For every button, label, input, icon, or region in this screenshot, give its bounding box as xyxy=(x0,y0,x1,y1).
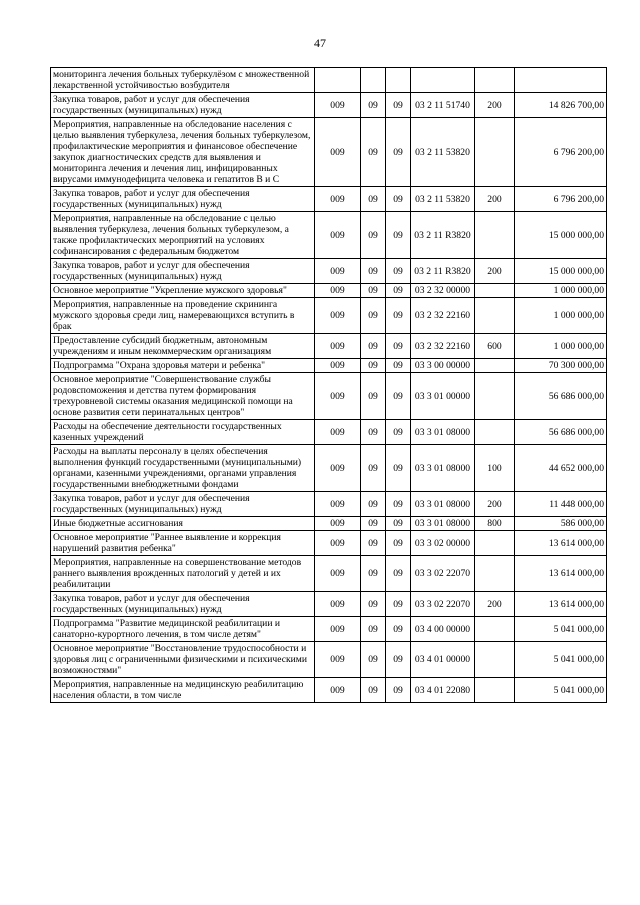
subsection-code-cell: 09 xyxy=(386,93,411,118)
ministry-code-cell: 009 xyxy=(315,359,361,373)
ministry-code-cell xyxy=(315,68,361,93)
amount-cell: 1 000 000,00 xyxy=(515,284,607,298)
subsection-code-cell: 09 xyxy=(386,298,411,334)
row-name-cell: Мероприятия, направленные на обследование с целью выявления туберкулеза, лечения больных туберкулезом, а также профилактических мероприятий на условиях софинансирования с федеральным бюджетом xyxy=(51,212,315,259)
expense-type-cell: 100 xyxy=(475,445,515,492)
ministry-code-cell: 009 xyxy=(315,617,361,642)
expense-type-cell xyxy=(475,642,515,678)
subsection-code-cell: 09 xyxy=(386,212,411,259)
subsection-code-cell: 09 xyxy=(386,678,411,703)
section-code-cell: 09 xyxy=(361,642,386,678)
section-code-cell: 09 xyxy=(361,592,386,617)
target-article-cell: 03 2 11 53820 xyxy=(411,118,475,187)
subsection-code-cell: 09 xyxy=(386,334,411,359)
target-article-cell: 03 2 32 22160 xyxy=(411,334,475,359)
ministry-code-cell: 009 xyxy=(315,678,361,703)
row-name-cell: Мероприятия, направленные на совершенствование методов раннего выявления врожденных патологий у детей и их реабилитации xyxy=(51,556,315,592)
amount-cell: 13 614 000,00 xyxy=(515,592,607,617)
amount-cell: 70 300 000,00 xyxy=(515,359,607,373)
target-article-cell: 03 2 32 00000 xyxy=(411,284,475,298)
target-article-cell: 03 2 11 R3820 xyxy=(411,212,475,259)
ministry-code-cell: 009 xyxy=(315,187,361,212)
table-row xyxy=(51,284,607,298)
section-code-cell: 09 xyxy=(361,517,386,531)
amount-cell: 13 614 000,00 xyxy=(515,531,607,556)
target-article-cell: 03 3 00 00000 xyxy=(411,359,475,373)
expense-type-cell: 200 xyxy=(475,492,515,517)
row-name-cell: Закупка товаров, работ и услуг для обеспечения государственных (муниципальных) нужд xyxy=(51,592,315,617)
amount-cell: 11 448 000,00 xyxy=(515,492,607,517)
expense-type-cell xyxy=(475,284,515,298)
row-name-cell: мониторинга лечения больных туберкулёзом с множественной лекарственной устойчивостью возбудителя xyxy=(51,68,315,93)
amount-cell: 15 000 000,00 xyxy=(515,259,607,284)
amount-cell: 44 652 000,00 xyxy=(515,445,607,492)
ministry-code-cell: 009 xyxy=(315,212,361,259)
amount-cell: 56 686 000,00 xyxy=(515,420,607,445)
target-article-cell: 03 4 01 22080 xyxy=(411,678,475,703)
row-name-cell: Расходы на выплаты персоналу в целях обеспечения выполнения функций государственными (муниципальными) органами, казенными учреждениями, органами управления государственными внебюджетными фондами xyxy=(51,445,315,492)
row-name-cell: Иные бюджетные ассигнования xyxy=(51,517,315,531)
budget-table xyxy=(50,67,607,703)
subsection-code-cell: 09 xyxy=(386,373,411,420)
amount-cell: 586 000,00 xyxy=(515,517,607,531)
subsection-code-cell: 09 xyxy=(386,359,411,373)
target-article-cell: 03 3 02 00000 xyxy=(411,531,475,556)
target-article-cell: 03 2 11 51740 xyxy=(411,93,475,118)
section-code-cell: 09 xyxy=(361,492,386,517)
amount-cell: 14 826 700,00 xyxy=(515,93,607,118)
subsection-code-cell: 09 xyxy=(386,617,411,642)
row-name-cell: Закупка товаров, работ и услуг для обеспечения государственных (муниципальных) нужд xyxy=(51,259,315,284)
table-row xyxy=(51,93,607,118)
table-row xyxy=(51,678,607,703)
section-code-cell: 09 xyxy=(361,359,386,373)
table-row xyxy=(51,373,607,420)
expense-type-cell xyxy=(475,617,515,642)
expense-type-cell xyxy=(475,68,515,93)
page-number: 47 xyxy=(314,36,326,50)
expense-type-cell xyxy=(475,298,515,334)
table-row xyxy=(51,359,607,373)
ministry-code-cell: 009 xyxy=(315,259,361,284)
section-code-cell: 09 xyxy=(361,298,386,334)
ministry-code-cell: 009 xyxy=(315,334,361,359)
subsection-code-cell: 09 xyxy=(386,187,411,212)
section-code-cell: 09 xyxy=(361,617,386,642)
section-code-cell: 09 xyxy=(361,531,386,556)
table-row xyxy=(51,617,607,642)
subsection-code-cell: 09 xyxy=(386,556,411,592)
row-name-cell: Основное мероприятие "Совершенствование службы родовспоможения и детства путем формирования трехуровневой системы оказания медицинской помощи на основе развития сети перинатальных центров" xyxy=(51,373,315,420)
amount-cell: 15 000 000,00 xyxy=(515,212,607,259)
section-code-cell: 09 xyxy=(361,445,386,492)
expense-type-cell xyxy=(475,678,515,703)
row-name-cell: Мероприятия, направленные на медицинскую реабилитацию населения области, в том числе xyxy=(51,678,315,703)
table-row xyxy=(51,445,607,492)
expense-type-cell: 200 xyxy=(475,592,515,617)
table-row xyxy=(51,517,607,531)
section-code-cell: 09 xyxy=(361,556,386,592)
section-code-cell: 09 xyxy=(361,284,386,298)
table-row xyxy=(51,68,607,93)
target-article-cell: 03 3 02 22070 xyxy=(411,592,475,617)
target-article-cell: 03 3 01 08000 xyxy=(411,420,475,445)
table-row xyxy=(51,531,607,556)
amount-cell: 1 000 000,00 xyxy=(515,334,607,359)
amount-cell: 13 614 000,00 xyxy=(515,556,607,592)
expense-type-cell xyxy=(475,359,515,373)
section-code-cell: 09 xyxy=(361,212,386,259)
section-code-cell: 09 xyxy=(361,259,386,284)
ministry-code-cell: 009 xyxy=(315,556,361,592)
row-name-cell: Расходы на обеспечение деятельности государственных казенных учреждений xyxy=(51,420,315,445)
expense-type-cell xyxy=(475,531,515,556)
row-name-cell: Закупка товаров, работ и услуг для обеспечения государственных (муниципальных) нужд xyxy=(51,93,315,118)
table-row xyxy=(51,187,607,212)
table-row xyxy=(51,298,607,334)
target-article-cell: 03 3 02 22070 xyxy=(411,556,475,592)
ministry-code-cell: 009 xyxy=(315,517,361,531)
subsection-code-cell: 09 xyxy=(386,642,411,678)
ministry-code-cell: 009 xyxy=(315,420,361,445)
row-name-cell: Основное мероприятие "Восстановление трудоспособности и здоровья лиц с ограниченными физическими и психическими возможностями" xyxy=(51,642,315,678)
amount-cell xyxy=(515,68,607,93)
target-article-cell: 03 3 01 08000 xyxy=(411,492,475,517)
table-row xyxy=(51,212,607,259)
budget-table-body xyxy=(51,68,607,703)
subsection-code-cell: 09 xyxy=(386,492,411,517)
table-row xyxy=(51,592,607,617)
target-article-cell: 03 2 32 22160 xyxy=(411,298,475,334)
ministry-code-cell: 009 xyxy=(315,492,361,517)
target-article-cell: 03 3 01 08000 xyxy=(411,445,475,492)
row-name-cell: Закупка товаров, работ и услуг для обеспечения государственных (муниципальных) нужд xyxy=(51,492,315,517)
subsection-code-cell: 09 xyxy=(386,445,411,492)
section-code-cell: 09 xyxy=(361,420,386,445)
ministry-code-cell: 009 xyxy=(315,284,361,298)
row-name-cell: Подпрограмма "Охрана здоровья матери и ребенка" xyxy=(51,359,315,373)
section-code-cell: 09 xyxy=(361,678,386,703)
section-code-cell xyxy=(361,68,386,93)
ministry-code-cell: 009 xyxy=(315,592,361,617)
target-article-cell: 03 2 11 R3820 xyxy=(411,259,475,284)
target-article-cell: 03 4 01 00000 xyxy=(411,642,475,678)
table-row xyxy=(51,259,607,284)
expense-type-cell xyxy=(475,118,515,187)
expense-type-cell xyxy=(475,212,515,259)
ministry-code-cell: 009 xyxy=(315,531,361,556)
expense-type-cell xyxy=(475,373,515,420)
expense-type-cell xyxy=(475,420,515,445)
row-name-cell: Основное мероприятие "Укрепление мужского здоровья" xyxy=(51,284,315,298)
table-row xyxy=(51,420,607,445)
target-article-cell: 03 3 01 00000 xyxy=(411,373,475,420)
row-name-cell: Предоставление субсидий бюджетным, автономным учреждениям и иным некоммерческим организациям xyxy=(51,334,315,359)
subsection-code-cell: 09 xyxy=(386,259,411,284)
ministry-code-cell: 009 xyxy=(315,642,361,678)
amount-cell: 5 041 000,00 xyxy=(515,617,607,642)
table-row xyxy=(51,556,607,592)
expense-type-cell: 600 xyxy=(475,334,515,359)
amount-cell: 5 041 000,00 xyxy=(515,642,607,678)
expense-type-cell: 200 xyxy=(475,93,515,118)
ministry-code-cell: 009 xyxy=(315,298,361,334)
ministry-code-cell: 009 xyxy=(315,93,361,118)
row-name-cell: Основное мероприятие "Раннее выявление и коррекция нарушений развития ребенка" xyxy=(51,531,315,556)
ministry-code-cell: 009 xyxy=(315,118,361,187)
table-row xyxy=(51,334,607,359)
row-name-cell: Мероприятия, направленные на обследование населения с целью выявления туберкулеза, лечения больных туберкулезом, профилактические мероприятия и финансовое обеспечение закупок диагностических средств для выявления и мониторинга лечения и лечения лиц, инфицированных вирусами иммунодефицита человека и гепатитов В и С xyxy=(51,118,315,187)
section-code-cell: 09 xyxy=(361,334,386,359)
table-row xyxy=(51,492,607,517)
target-article-cell: 03 3 01 08000 xyxy=(411,517,475,531)
row-name-cell: Подпрограмма "Развитие медицинской реабилитации и санаторно-курортного лечения, в том числе детям" xyxy=(51,617,315,642)
amount-cell: 1 000 000,00 xyxy=(515,298,607,334)
ministry-code-cell: 009 xyxy=(315,445,361,492)
subsection-code-cell: 09 xyxy=(386,517,411,531)
amount-cell: 6 796 200,00 xyxy=(515,187,607,212)
expense-type-cell xyxy=(475,556,515,592)
section-code-cell: 09 xyxy=(361,187,386,212)
expense-type-cell: 200 xyxy=(475,187,515,212)
section-code-cell: 09 xyxy=(361,373,386,420)
target-article-cell: 03 4 00 00000 xyxy=(411,617,475,642)
expense-type-cell: 200 xyxy=(475,259,515,284)
subsection-code-cell: 09 xyxy=(386,592,411,617)
table-row xyxy=(51,642,607,678)
target-article-cell xyxy=(411,68,475,93)
section-code-cell: 09 xyxy=(361,93,386,118)
subsection-code-cell: 09 xyxy=(386,420,411,445)
target-article-cell: 03 2 11 53820 xyxy=(411,187,475,212)
amount-cell: 6 796 200,00 xyxy=(515,118,607,187)
subsection-code-cell xyxy=(386,68,411,93)
table-row xyxy=(51,118,607,187)
ministry-code-cell: 009 xyxy=(315,373,361,420)
row-name-cell: Мероприятия, направленные на проведение скрининга мужского здоровья среди лиц, намеревающихся вступить в брак xyxy=(51,298,315,334)
subsection-code-cell: 09 xyxy=(386,284,411,298)
amount-cell: 5 041 000,00 xyxy=(515,678,607,703)
subsection-code-cell: 09 xyxy=(386,118,411,187)
row-name-cell: Закупка товаров, работ и услуг для обеспечения государственных (муниципальных) нужд xyxy=(51,187,315,212)
amount-cell: 56 686 000,00 xyxy=(515,373,607,420)
subsection-code-cell: 09 xyxy=(386,531,411,556)
expense-type-cell: 800 xyxy=(475,517,515,531)
section-code-cell: 09 xyxy=(361,118,386,187)
